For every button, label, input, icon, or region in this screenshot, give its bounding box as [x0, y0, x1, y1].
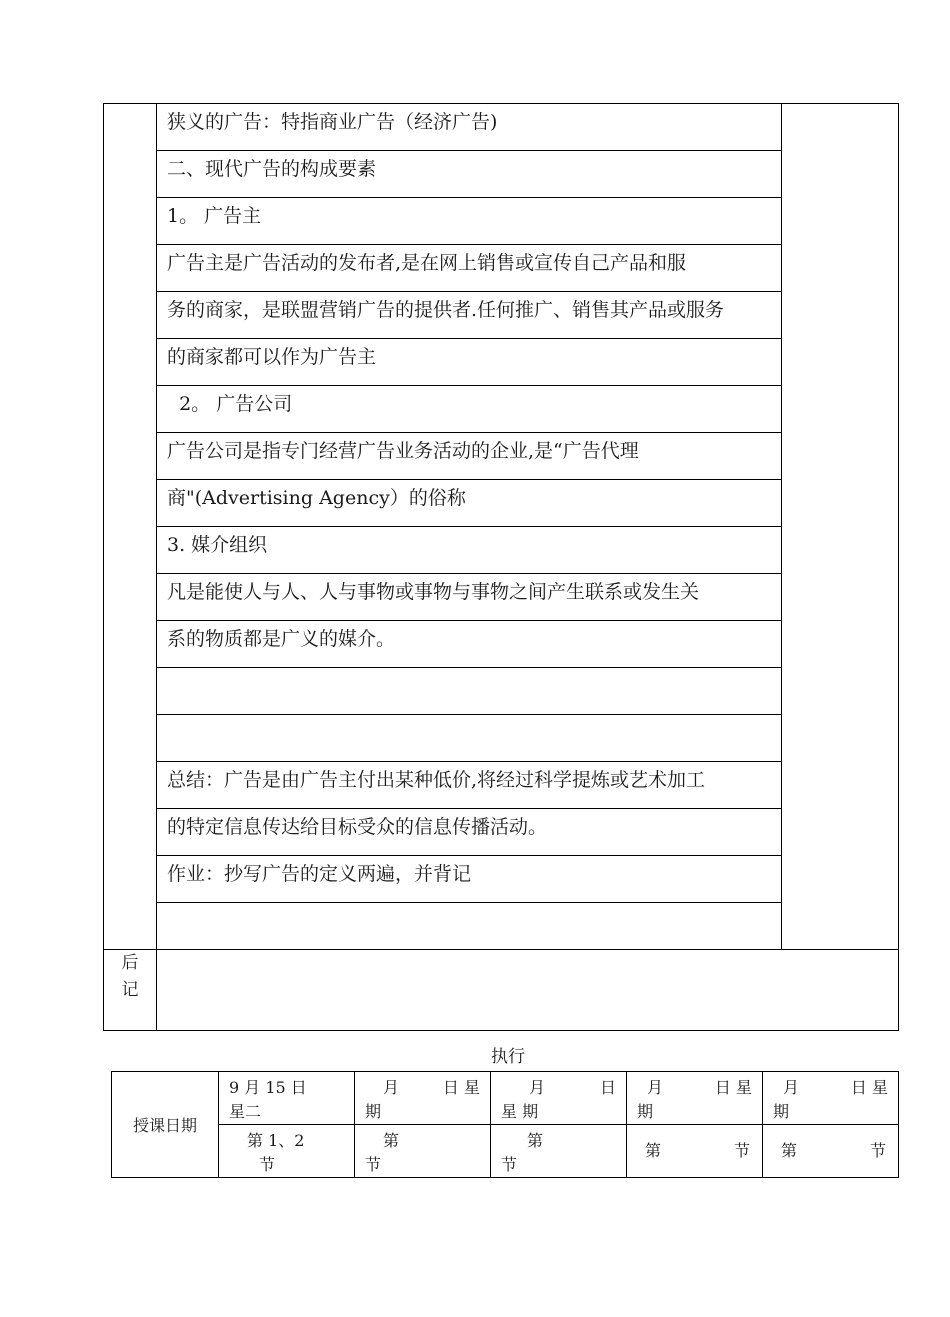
section-cell-5: 第 节: [763, 1125, 899, 1178]
lesson-table: [103, 103, 899, 1031]
content-row: [104, 292, 899, 339]
content-line: 务的商家，是联盟营销广告的提供者.任何推广、销售其产品或服务: [157, 292, 782, 339]
teaching-date-table: [111, 1071, 899, 1178]
content-row: [104, 151, 899, 198]
content-line: [157, 715, 782, 762]
teaching-date-label: 授课日期: [112, 1072, 219, 1178]
content-line: 系的物质都是广义的媒介。: [157, 621, 782, 668]
afterword-label: 后 记: [104, 950, 157, 1031]
content-line: 广告公司是指专门经营广告业务活动的企业,是“广告代理: [157, 433, 782, 480]
content-line: 狭义的广告：特指商业广告（经济广告): [157, 104, 782, 151]
content-row: [104, 856, 899, 903]
content-row: [104, 903, 899, 950]
content-row: [104, 574, 899, 621]
content-row: [104, 433, 899, 480]
section-cell-2: 第 节: [355, 1125, 491, 1178]
section-row: [112, 1125, 899, 1178]
execution-title: 执行: [491, 1047, 525, 1067]
content-line: 广告主是广告活动的发布者,是在网上销售或宣传自己产品和服: [157, 245, 782, 292]
content-row: [104, 386, 899, 433]
date-cell-5: 月 日 星 期: [763, 1072, 899, 1125]
content-line: 总结：广告是由广告主付出某种低价,将经过科学提炼或艺术加工: [157, 762, 782, 809]
content-line: [157, 668, 782, 715]
content-row: [104, 198, 899, 245]
afterword-row: [104, 950, 899, 1031]
content-line: [157, 903, 782, 950]
content-row: [104, 245, 899, 292]
content-line: 的商家都可以作为广告主: [157, 339, 782, 386]
lesson-body: [104, 104, 899, 1031]
content-line: 二、现代广告的构成要素: [157, 151, 782, 198]
content-line: 2。 广告公司: [157, 386, 782, 433]
content-row: [104, 668, 899, 715]
date-cell-4: 月 日 星 期: [627, 1072, 763, 1125]
content-row: [104, 104, 899, 151]
content-row: [104, 715, 899, 762]
afterword-content: [157, 950, 899, 1031]
section-cell-1: 第 1、2 节: [219, 1125, 355, 1178]
content-row: [104, 480, 899, 527]
content-row: [104, 762, 899, 809]
date-cell-3: 月 日 星 期: [491, 1072, 627, 1125]
content-line: 商"(Advertising Agency）的俗称: [157, 480, 782, 527]
content-line: 凡是能使人与人、人与事物或事物与事物之间产生联系或发生关: [157, 574, 782, 621]
date-cell-1: 9 月 15 日 星二: [219, 1072, 355, 1125]
content-line: 作业：抄写广告的定义两遍，并背记: [157, 856, 782, 903]
content-line: 的特定信息传达给目标受众的信息传播活动。: [157, 809, 782, 856]
content-line: 3. 媒介组织: [157, 527, 782, 574]
right-margin-cell: [782, 104, 899, 950]
left-margin-cell: [104, 104, 157, 950]
content-row: [104, 339, 899, 386]
date-row: [112, 1072, 899, 1125]
content-row: [104, 621, 899, 668]
content-row: [104, 809, 899, 856]
date-cell-2: 月 日 星 期: [355, 1072, 491, 1125]
content-line: 1。 广告主: [157, 198, 782, 245]
content-row: [104, 527, 899, 574]
section-cell-3: 第 节: [491, 1125, 627, 1178]
section-cell-4: 第 节: [627, 1125, 763, 1178]
